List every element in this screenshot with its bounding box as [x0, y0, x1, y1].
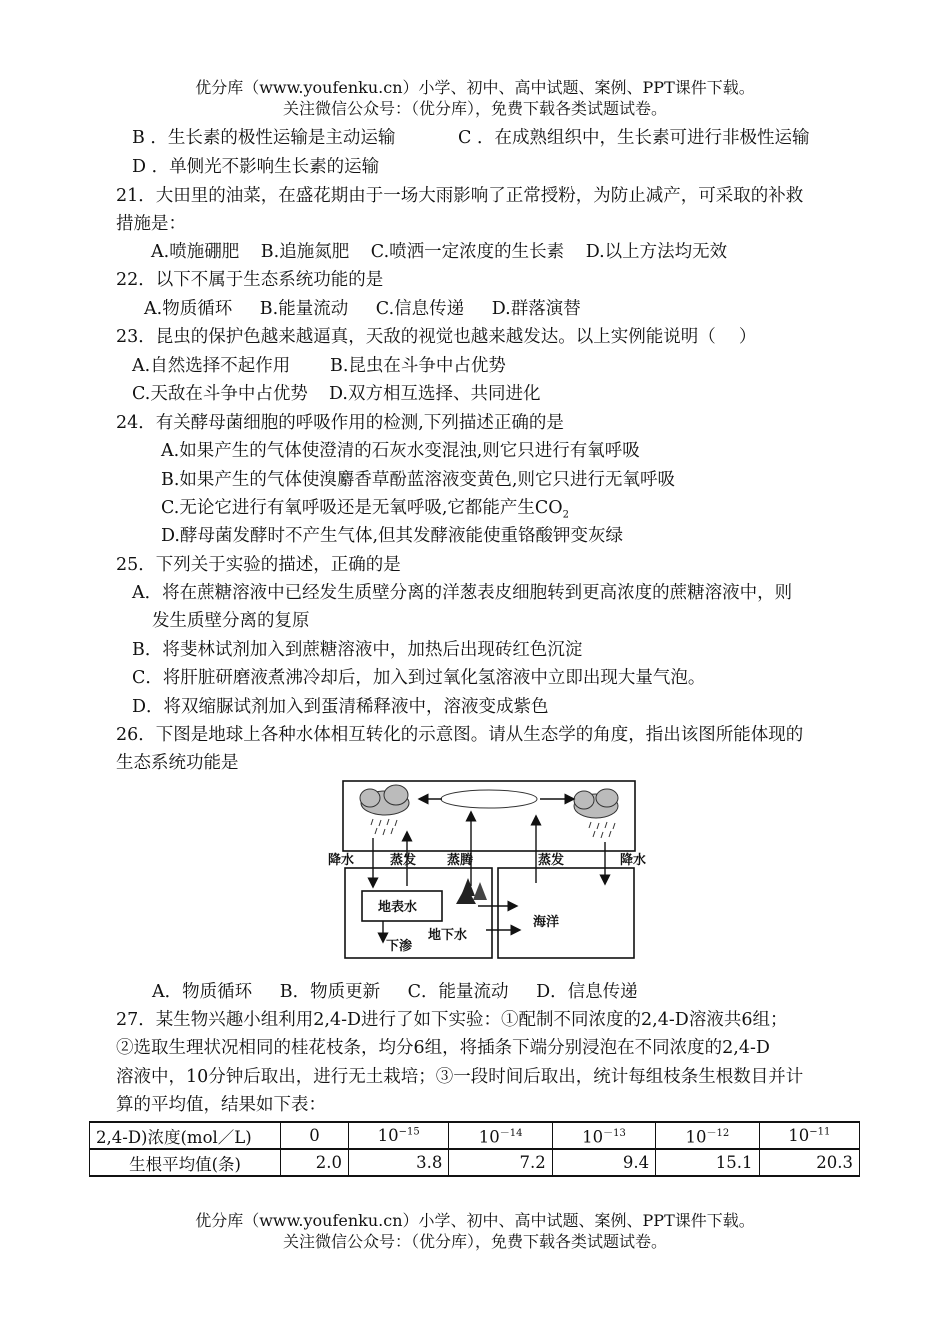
- q24-option-d: D.酵母菌发酵时不产生气体,但其发酵液能使重铬酸钾变灰绿: [161, 526, 624, 546]
- q20-option-b: B ．生长素的极性运输是主动运输: [132, 128, 396, 148]
- water-cycle-diagram: [328, 778, 650, 962]
- q26-options: [152, 980, 638, 1004]
- header-line-2: 关注微信公众号：（优分库），免费下载各类试题试卷。: [282, 99, 667, 118]
- table-cell-value: 9.4: [552, 1149, 655, 1176]
- label-rain-left: 降水: [328, 853, 355, 868]
- q23-stem: 23．昆虫的保护色越来越逼真，天敌的视觉也越来越发达。以上实例能说明（ ）: [116, 327, 757, 347]
- rain-right-icon: [589, 822, 615, 838]
- table-cell-concentration-label: 2,4-D)浓度(mol／L): [90, 1122, 281, 1149]
- q22-option-b: B.能量流动: [259, 299, 349, 319]
- q27-line-3: 溶液中，10分钟后取出，进行无土栽培；③一段时间后取出，统计每组枝条生根数目并计: [116, 1067, 804, 1087]
- footer-line-1: 优分库（www.youfenku.cn）小学、初中、高中试题、案例、PPT课件下载。: [195, 1211, 755, 1230]
- q21-option-b: B.追施氮肥: [260, 242, 350, 262]
- table-cell-conc: $10^{-12}$: [656, 1122, 759, 1149]
- q24-option-b: B.如果产生的气体使溴麝香草酚蓝溶液变黄色,则它只进行无氧呼吸: [161, 470, 675, 490]
- q23-option-b: B.昆虫在斗争中占优势: [330, 356, 506, 376]
- table-cell-rooting-label: 生根平均值(条): [90, 1149, 281, 1176]
- q22-option-d: D.群落演替: [491, 299, 581, 319]
- q24-stem: 24．有关酵母菌细胞的呼吸作用的检测,下列描述正确的是: [116, 413, 564, 433]
- q21-options: [151, 240, 727, 264]
- q21-stem-line-2: 措施是：: [116, 214, 186, 234]
- table-row: [90, 1149, 860, 1176]
- table-cell-value: 3.8: [349, 1149, 449, 1176]
- label-evap-right: 蒸发: [538, 853, 565, 868]
- q20-option-d: D ．单侧光不影响生长素的运输: [132, 157, 380, 177]
- q25-option-c: C．将肝脏研磨液煮沸冷却后，加入到过氧化氢溶液中立即出现大量气泡。: [132, 668, 706, 688]
- q27-results-table: [89, 1121, 860, 1177]
- label-groundwater: 地下水: [428, 928, 468, 943]
- table-cell-conc: $10^{-13}$: [552, 1122, 655, 1149]
- q25-option-b: B．将斐林试剂加入到蔗糖溶液中，加热后出现砖红色沉淀: [132, 640, 583, 660]
- q25-stem: 25．下列关于实验的描述，正确的是: [116, 555, 401, 575]
- footer-line-2: 关注微信公众号：（优分库），免费下载各类试题试卷。: [282, 1232, 667, 1251]
- land-box: [345, 868, 492, 958]
- q21-option-c: C.喷洒一定浓度的生长素: [370, 242, 565, 262]
- q27-line-4: 算的平均值，结果如下表：: [116, 1095, 326, 1115]
- q23-option-c: C.天敌在斗争中占优势: [132, 384, 308, 404]
- q24-option-c-text: C.无论它进行有氧呼吸还是无氧呼吸,它都能产生CO: [161, 498, 563, 518]
- label-transpire: 蒸腾: [447, 853, 474, 868]
- q26-stem-line-2: 生态系统功能是: [116, 753, 239, 773]
- q26-option-c: C．能量流动: [407, 982, 509, 1002]
- cloud-middle-icon: [441, 790, 537, 808]
- table-cell-conc: $10^{-14}$: [449, 1122, 552, 1149]
- label-evap-left: 蒸发: [390, 853, 417, 868]
- table-cell-value: 7.2: [449, 1149, 552, 1176]
- label-surface-water: 地表水: [378, 900, 418, 915]
- q24-co2-subscript: 2: [562, 509, 570, 521]
- q20-option-c: C ．在成熟组织中，生长素可进行非极性运输: [458, 128, 810, 148]
- q21-option-d: D.以上方法均无效: [585, 242, 728, 262]
- q25-option-a-line-1: A．将在蔗糖溶液中已经发生质壁分离的洋葱表皮细胞转到更高浓度的蔗糖溶液中，则: [132, 583, 793, 603]
- q26-option-d: D．信息传递: [536, 982, 638, 1002]
- q27-line-1: 27．某生物兴趣小组利用2,4-D进行了如下实验：①配制不同浓度的2,4-D溶液共6组；: [116, 1010, 788, 1030]
- q25-option-a-line-2: 发生质壁分离的复原: [152, 611, 310, 631]
- rain-left-icon: [371, 819, 397, 835]
- q22-option-c: C.信息传递: [375, 299, 465, 319]
- label-ocean: 海洋: [533, 915, 560, 930]
- q21-stem-line-1: 21．大田里的油菜，在盛花期由于一场大雨影响了正常授粉，为防止减产，可采取的补救: [116, 186, 804, 206]
- cloud-right-icon: [574, 789, 618, 818]
- q22-option-a: A.物质循环: [144, 299, 233, 319]
- table-cell-conc: 0: [281, 1122, 349, 1149]
- label-seep: 下渗: [386, 939, 413, 954]
- q26-option-a: A．物质循环: [152, 982, 253, 1002]
- q24-option-a: A.如果产生的气体使澄清的石灰水变混浊,则它只进行有氧呼吸: [161, 441, 640, 461]
- q24-option-c: [161, 496, 569, 528]
- table-cell-value: 2.0: [281, 1149, 349, 1176]
- q23-option-a: A.自然选择不起作用: [132, 356, 291, 376]
- q21-option-a: A.喷施硼肥: [151, 242, 240, 262]
- q22-options: [144, 297, 581, 321]
- label-rain-right: 降水: [620, 853, 647, 868]
- table-row: [90, 1122, 860, 1149]
- ocean-box: [498, 868, 634, 958]
- table-cell-conc: $10^{-15}$: [349, 1122, 449, 1149]
- q26-stem-line-1: 26．下图是地球上各种水体相互转化的示意图。请从生态学的角度，指出该图所能体现的: [116, 725, 804, 745]
- q23-option-d: D.双方相互选择、共同进化: [329, 384, 541, 404]
- table-cell-value: 15.1: [656, 1149, 759, 1176]
- q22-stem: 22．以下不属于生态系统功能的是: [116, 270, 384, 290]
- q27-line-2: ②选取生理状况相同的桂花枝条，均分6组，将插条下端分别浸泡在不同浓度的2,4-D: [116, 1038, 770, 1058]
- table-cell-conc: $10^{-11}$: [759, 1122, 859, 1149]
- cloud-left-icon: [360, 785, 409, 815]
- q26-option-b: B．物质更新: [279, 982, 381, 1002]
- header-line-1: 优分库（www.youfenku.cn）小学、初中、高中试题、案例、PPT课件下载。: [195, 78, 755, 97]
- table-cell-value: 20.3: [759, 1149, 859, 1176]
- q25-option-d: D．将双缩脲试剂加入到蛋清稀释液中，溶液变成紫色: [132, 697, 549, 717]
